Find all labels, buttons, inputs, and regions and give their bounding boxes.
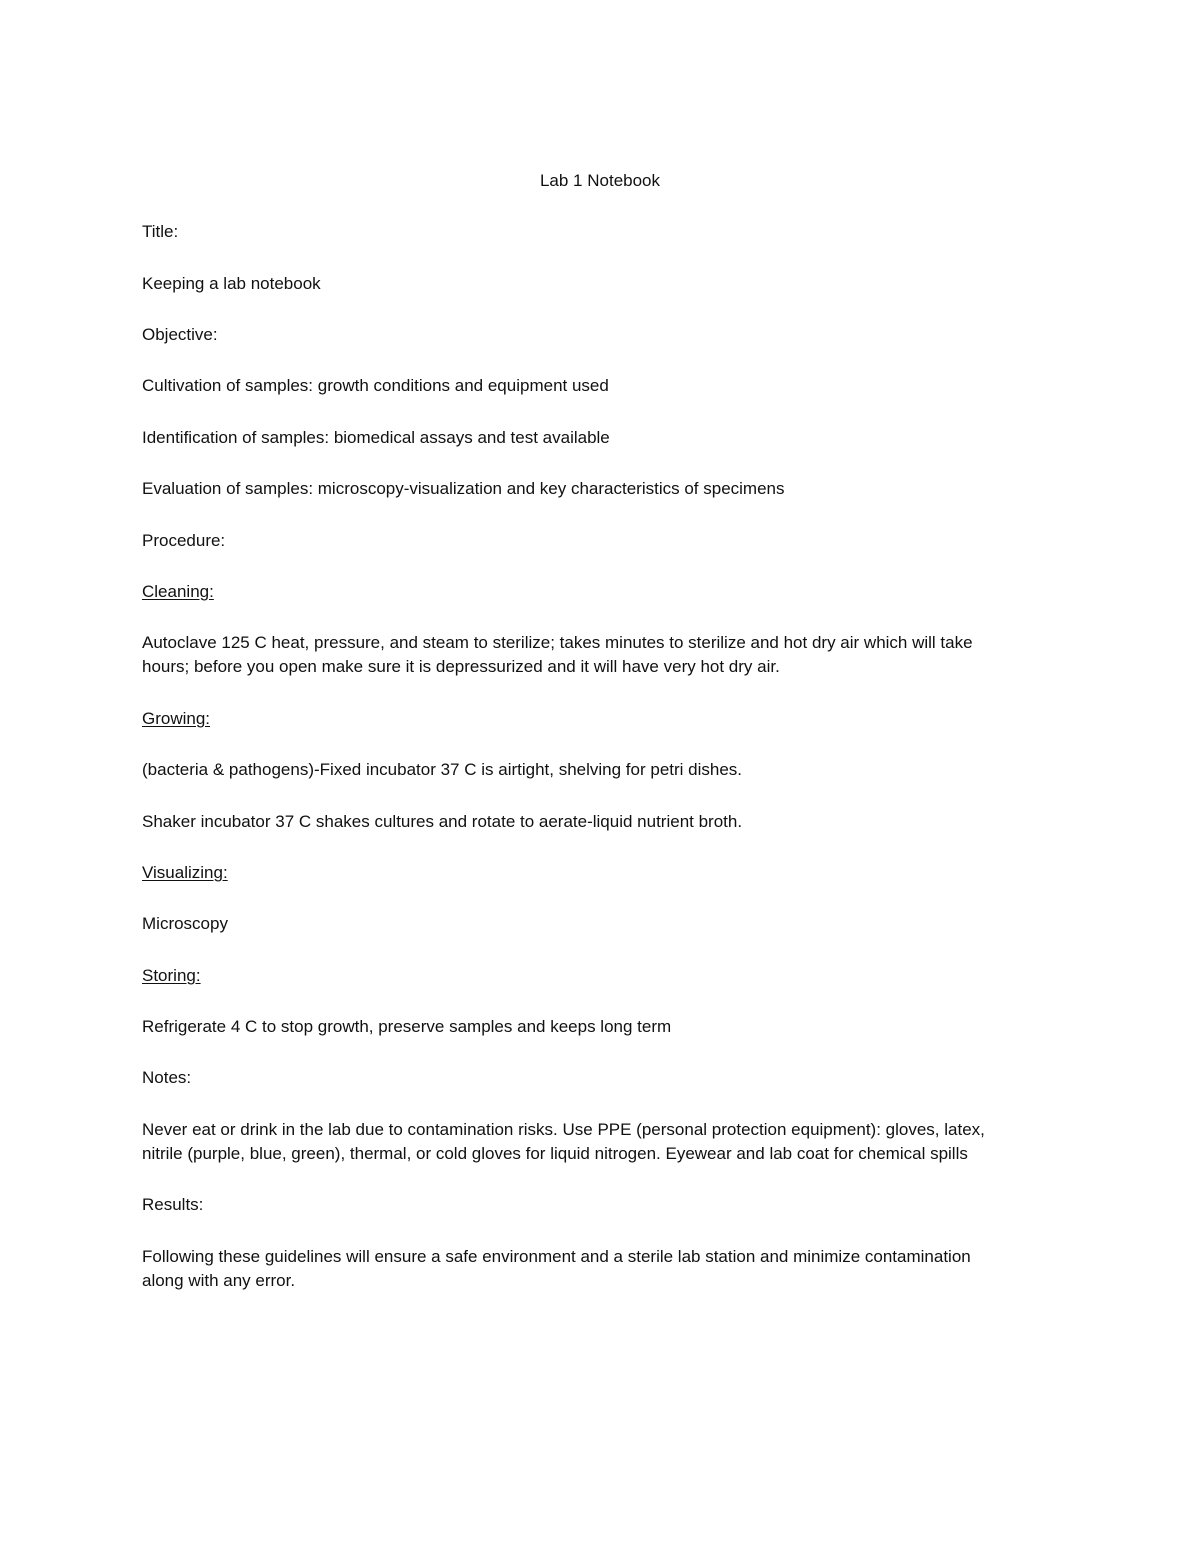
storing-heading: Storing: <box>142 966 201 985</box>
title-heading: Title: <box>142 222 179 241</box>
procedure-heading: Procedure: <box>142 531 226 550</box>
visualizing-text: Microscopy <box>142 914 228 933</box>
cleaning-text-line: hours; before you open make sure it is depressurized and it will have very hot dry air. <box>142 657 780 676</box>
visualizing-heading: Visualizing: <box>142 863 228 882</box>
growing-item: Shaker incubator 37 C shakes cultures and rotate to aerate-liquid nutrient broth. <box>142 812 743 831</box>
objective-heading: Objective: <box>142 325 218 344</box>
results-heading: Results: <box>142 1195 204 1214</box>
notes-text-line: nitrile (purple, blue, green), thermal, or cold gloves for liquid nitrogen. Eyewear and lab coat for chemical spills <box>142 1144 968 1163</box>
objective-item: Evaluation of samples: microscopy-visualization and key characteristics of specimens <box>142 479 785 498</box>
results-text-line: Following these guidelines will ensure a safe environment and a sterile lab station and minimize contamination <box>142 1247 971 1266</box>
notes-text-line: Never eat or drink in the lab due to contamination risks. Use PPE (personal protection equipment): gloves, latex, <box>142 1120 985 1139</box>
objective-item: Identification of samples: biomedical assays and test available <box>142 428 610 447</box>
growing-heading: Growing: <box>142 709 211 728</box>
growing-item: (bacteria & pathogens)-Fixed incubator 37 C is airtight, shelving for petri dishes. <box>142 760 743 779</box>
cleaning-heading: Cleaning: <box>142 582 214 601</box>
notes-heading: Notes: <box>142 1068 192 1087</box>
results-text-line: along with any error. <box>142 1271 296 1290</box>
cleaning-text-line: Autoclave 125 C heat, pressure, and steam to sterilize; takes minutes to sterilize and hot dry air which will take <box>142 633 973 652</box>
objective-item: Cultivation of samples: growth conditions and equipment used <box>142 376 609 395</box>
document-title: Lab 1 Notebook <box>539 171 661 190</box>
storing-text: Refrigerate 4 C to stop growth, preserve samples and keeps long term <box>142 1017 672 1036</box>
title-text: Keeping a lab notebook <box>142 274 321 293</box>
